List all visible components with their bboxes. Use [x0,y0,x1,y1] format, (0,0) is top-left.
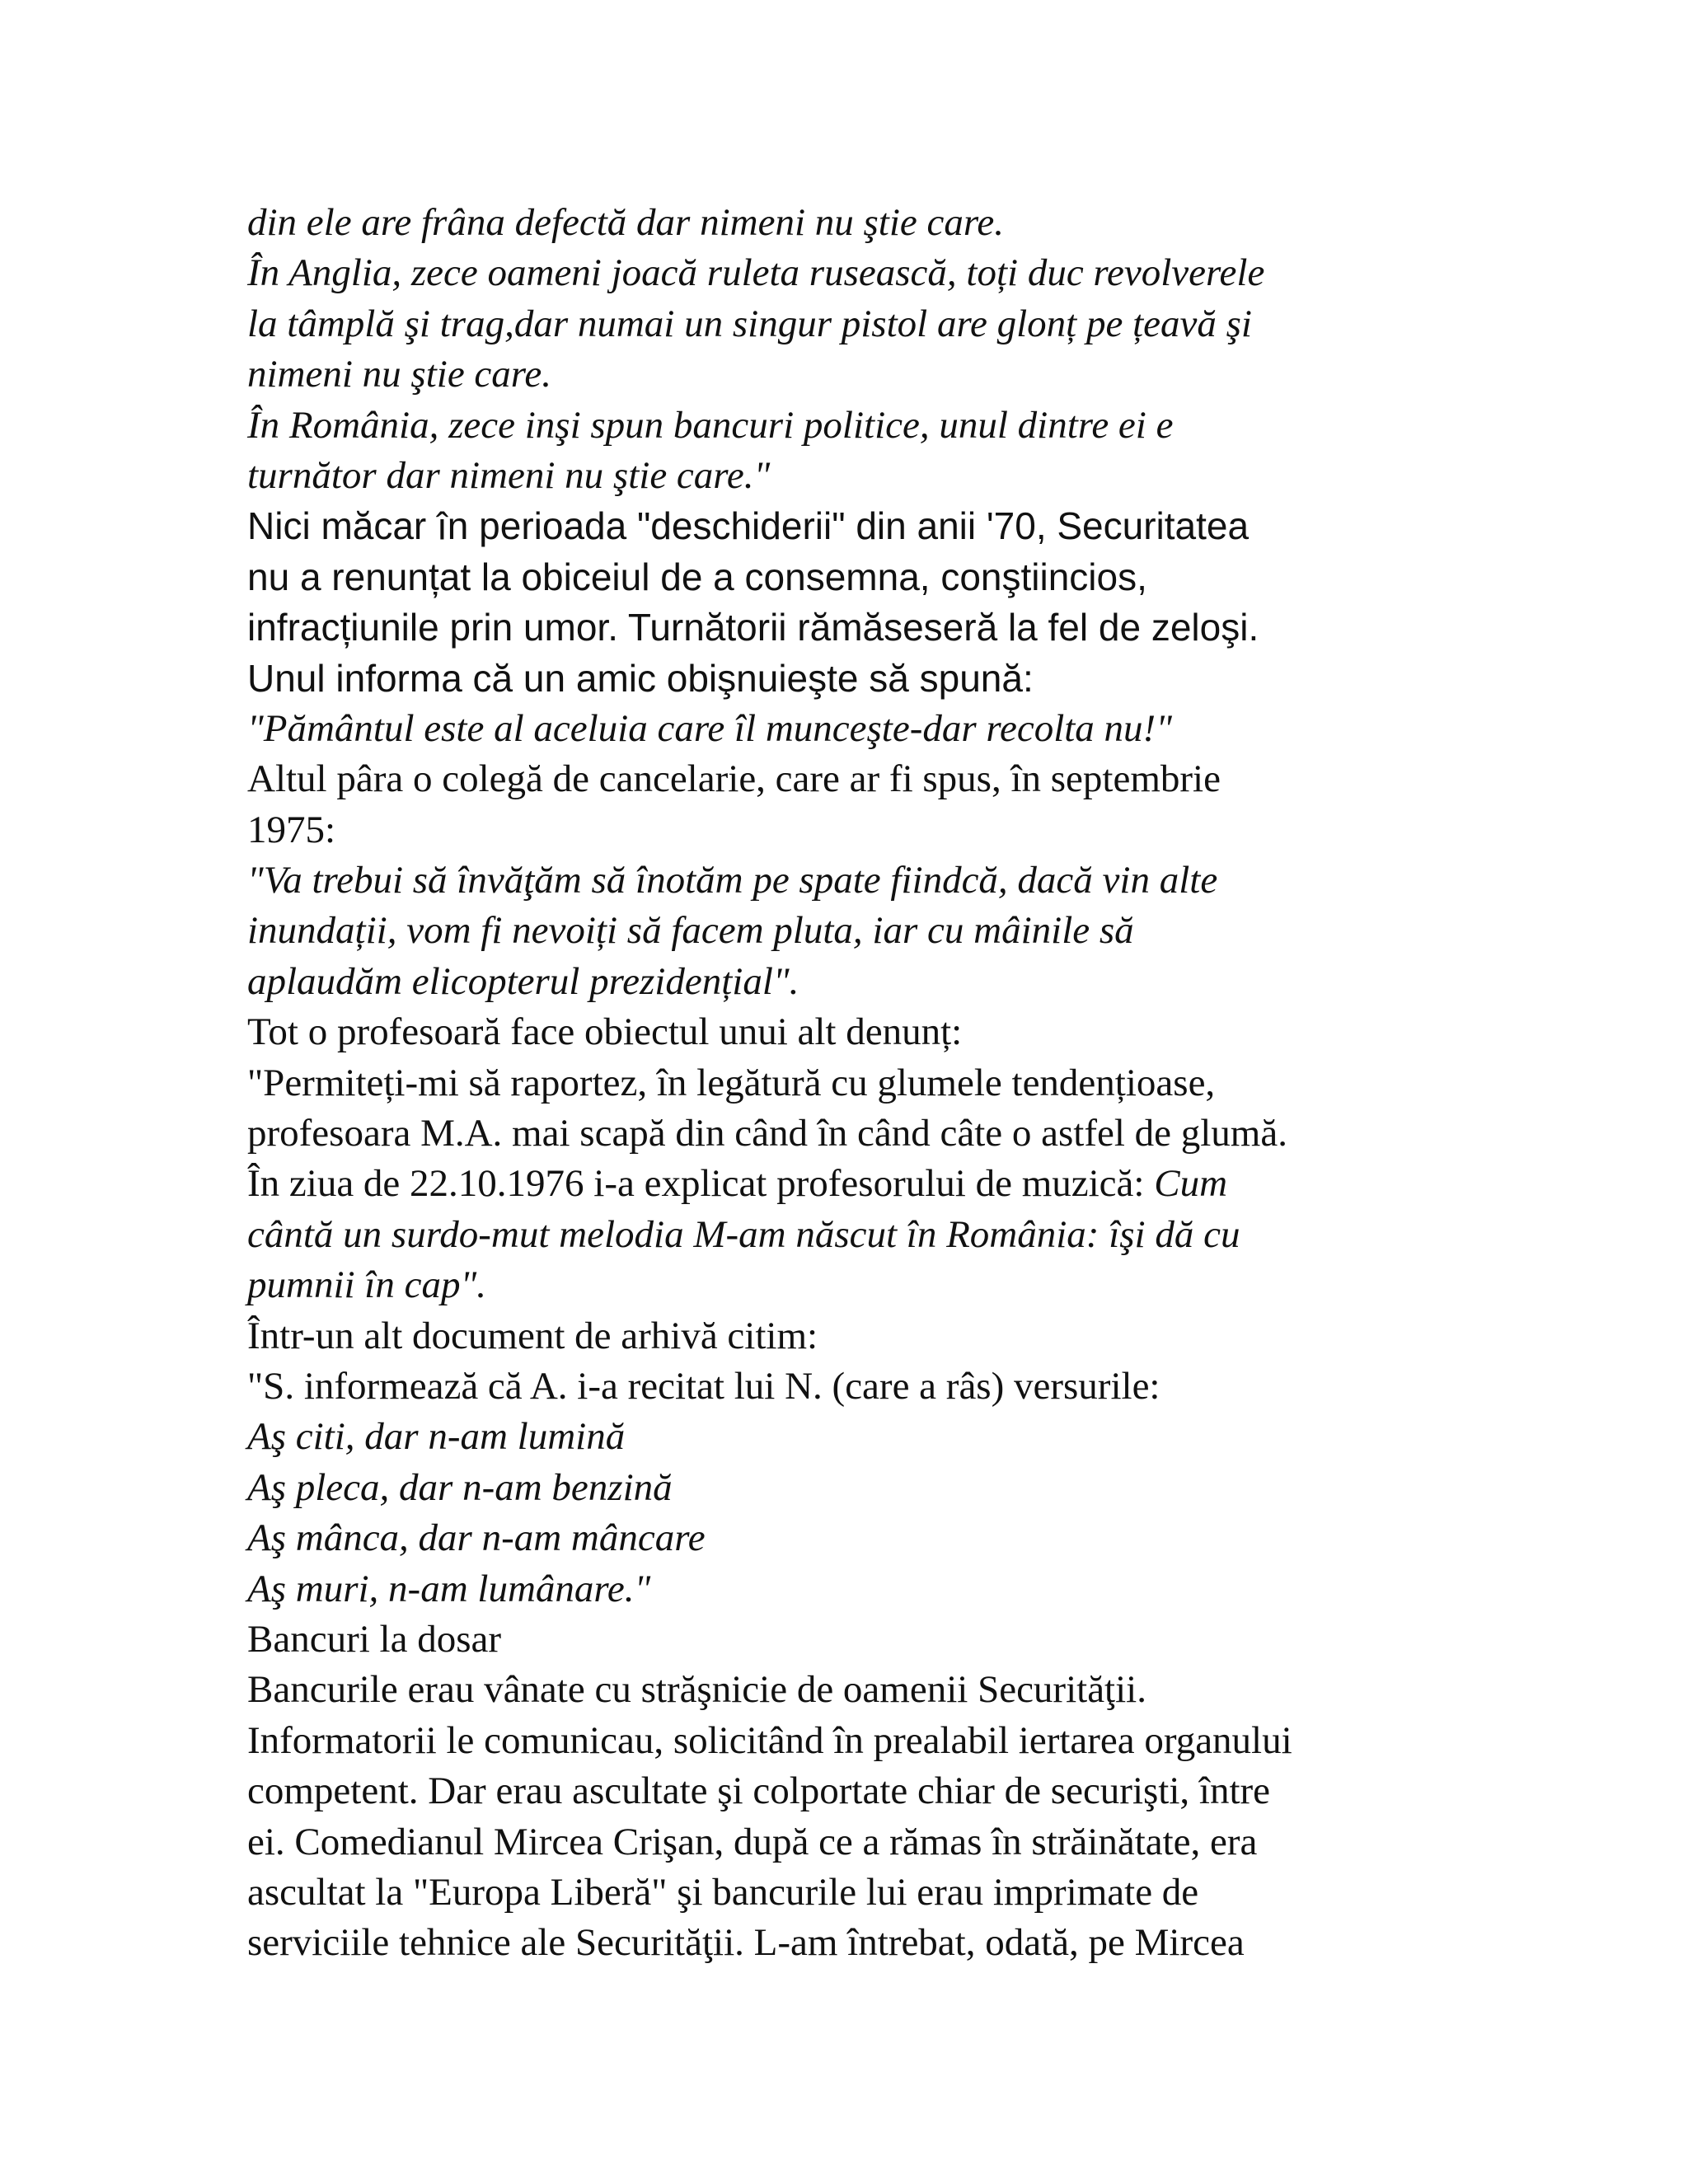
text-line: competent. Dar erau ascultate şi colportate chiar de securişti, între [247,1769,1271,1813]
text-line: Tot o profesoară face obiectul unui alt denunț: [247,1010,963,1054]
text-line: ei. Comedianul Mircea Crişan, după ce a rămas în străinătate, era [247,1820,1258,1863]
text-line: Bancurile erau vânate cu străşnicie de oamenii Securităţii. [247,1668,1146,1712]
text-line: infracțiunile prin umor. Turnătorii rămăseseră la fel de zeloşi. [247,606,1259,649]
text-line: profesoara M.A. mai scapă din când în când câte o astfel de glumă. [247,1112,1287,1155]
text-line: la tâmplă şi trag,dar numai un singur pistol are glonț pe țeavă şi [247,302,1252,345]
text-line: nu a renunțat la obiceiul de a consemna, conştiincios, [247,555,1147,598]
text-line: În România, zece inşi spun bancuri politice, unul dintre ei e [247,403,1174,447]
text-line: În Anglia, zece oameni joacă ruleta rusească, toți duc revolverele [247,251,1265,295]
text-line: serviciile tehnice ale Securităţii. L-am întrebat, odată, pe Mircea [247,1921,1245,1965]
text-run: Cum [1154,1162,1228,1206]
text-line: "S. informează că A. i-a recitat lui N. (care a râs) versurile: [247,1364,1160,1408]
text-line: din ele are frâna defectă dar nimeni nu ştie care. [247,201,1005,244]
text-line: Aş pleca, dar n-am benzină [247,1465,673,1509]
text-line: "Pământul este al aceluia care îl munceşte-dar recolta nu!" [247,706,1172,750]
text-line: pumnii în cap". [247,1263,486,1307]
text-line: Aş mânca, dar n-am mâncare [247,1516,706,1560]
text-line: cântă un surdo-mut melodia M-am născut în România: îşi dă cu [247,1212,1240,1256]
text-line: Aş citi, dar n-am lumină [247,1415,626,1459]
text-line: "Permiteți-mi să raportez, în legătură cu glumele tendențioase, [247,1061,1216,1104]
text-line: ascultat la "Europa Liberă" şi bancurile lui erau imprimate de [247,1870,1199,1914]
text-line: Unul informa că un amic obişnuieşte să spună: [247,656,1034,700]
document-page [247,198,1484,1969]
text-line: Altul pâra o colegă de cancelarie, care ar fi spus, în septembrie [247,757,1221,801]
text-line: nimeni nu ştie care. [247,353,551,396]
text-line [247,1159,1484,1209]
text-line: inundații, vom fi nevoiți să facem pluta, iar cu mâinile să [247,909,1134,953]
text-run: În ziua de 22.10.1976 i-a explicat profesorului de muzică: [247,1162,1155,1206]
text-line: Informatorii le comunicau, solicitând în prealabil iertarea organului [247,1718,1292,1762]
text-line: aplaudăm elicopterul prezidențial". [247,959,799,1003]
text-line: Nici măcar în perioada "deschiderii" din anii '70, Securitatea [247,504,1250,548]
text-line: Aş muri, n-am lumânare." [247,1567,651,1610]
text-line: Într-un alt document de arhivă citim: [247,1314,818,1357]
text-line: 1975: [247,808,336,851]
text-line: turnător dar nimeni nu ştie care." [247,453,771,497]
text-line: "Va trebui să învăţăm să înotăm pe spate fiindcă, dacă vin alte [247,859,1218,902]
text-line: Bancuri la dosar [247,1617,502,1661]
